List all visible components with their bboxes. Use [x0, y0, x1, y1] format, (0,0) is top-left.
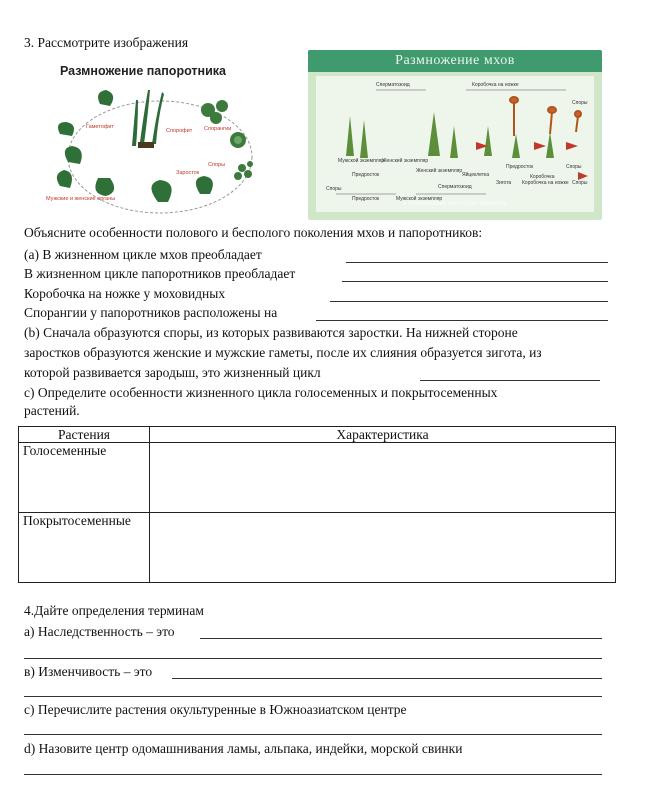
- fern-label-sporangia: Спорангии: [204, 126, 232, 132]
- moss-label-5: Предросток: [506, 164, 534, 170]
- fern-label-gametophyte: Гаметофит: [86, 124, 115, 130]
- answer-line-q4c[interactable]: [24, 734, 602, 735]
- moss-capsule-icon: [510, 97, 581, 136]
- answer-line-q4v[interactable]: [172, 678, 602, 679]
- table-cell-plant: Голосеменные: [19, 443, 150, 513]
- moss-label-8: Женский экземпляр: [416, 168, 463, 174]
- q4-c-text: с) Перечислите растения окультуренные в Южноазиатском центре: [24, 702, 407, 717]
- fern-cycle-diagram: [40, 82, 286, 220]
- answer-line-q4v-2[interactable]: [24, 696, 602, 697]
- fern-figure-title: Размножение папоротника: [60, 64, 226, 78]
- fern-label-sporophyte: Спорофит: [166, 128, 193, 134]
- explain-prompt: Объясните особенности полового и бесполого поколения мхов и папоротников:: [24, 225, 483, 240]
- q4-d-text: d) Назовите центр одомашнивания ламы, альпака, индейки, морской свинки: [24, 741, 463, 756]
- moss-figure-title: Размножение мхов: [395, 53, 515, 68]
- moss-label-3: Мужской экземпляр: [338, 158, 385, 164]
- moss-label-7: Предросток: [352, 172, 380, 178]
- plants-table: [18, 426, 616, 583]
- q-a1-text: (a) В жизненном цикле мхов преобладает: [24, 247, 262, 262]
- table-row: [19, 443, 616, 513]
- q4-v-text: в) Изменчивость – это: [24, 664, 153, 679]
- fern-label-organs: Мужские и женские органы: [46, 196, 116, 202]
- moss-label-17: Сперматозоид: [438, 184, 472, 190]
- answer-line-a2[interactable]: [342, 281, 608, 282]
- moss-label-12: Коробочка на ножке: [522, 180, 569, 186]
- moss-label-0: Сперматозоид: [376, 82, 410, 88]
- answer-line-b[interactable]: [420, 380, 600, 381]
- table-cell-characteristic[interactable]: [150, 443, 616, 513]
- fern-spore-icon: [201, 100, 253, 180]
- fern-sporophyte-icon: [132, 90, 164, 148]
- question-3-heading: 3. Рассмотрите изображения: [24, 35, 189, 50]
- q-a2-text: В жизненном цикле папоротников преобладает: [24, 266, 296, 281]
- q-b-line2: заростков образуются женские и мужские гаметы, после их слияния образуется зигота, из: [24, 345, 542, 360]
- q4-a-text: а) Наследственность – это: [24, 624, 175, 639]
- table-header-plants: Растения: [19, 427, 150, 443]
- table-header-row: [19, 427, 616, 443]
- table-cell-characteristic[interactable]: [150, 513, 616, 583]
- moss-caption-text: Размножение мхов (цикл развития): [408, 201, 507, 207]
- moss-label-15: Предросток: [352, 196, 380, 202]
- moss-label-1: Коробочка на ножке: [472, 82, 519, 88]
- answer-line-q4a[interactable]: [200, 638, 602, 639]
- moss-label-10: Коробочка: [530, 174, 555, 180]
- fern-reproduction-figure: [40, 52, 286, 220]
- answer-line-a1[interactable]: [346, 262, 608, 263]
- moss-label-9: Яйцеклетка: [462, 172, 490, 178]
- moss-reproduction-figure: [308, 50, 602, 220]
- q-c-line1: c) Определите особенности жизненного цикла голосеменных и покрытосеменных: [24, 385, 498, 400]
- moss-label-11: Зигота: [496, 180, 512, 186]
- moss-label-2: Споры: [572, 100, 588, 106]
- q-b-line1: (b) Сначала образуются споры, из которых развиваются заростки. На нижней стороне: [24, 325, 518, 340]
- answer-line-q4d[interactable]: [24, 774, 602, 775]
- moss-figure-panel: [316, 76, 594, 212]
- fern-label-spores: Споры: [208, 162, 226, 168]
- moss-plant-icon: [346, 112, 554, 158]
- answer-line-a3[interactable]: [330, 301, 608, 302]
- table-header-characteristic: Характеристика: [150, 427, 616, 443]
- q-a4-text: Спорангии у папоротников расположены на: [24, 305, 278, 320]
- q-a3-text: Коробочка на ножке у моховидных: [24, 286, 226, 301]
- moss-figure-caption: ● Размножение мхов (цикл развития): [403, 201, 507, 207]
- moss-label-14: Споры: [326, 186, 342, 192]
- moss-label-6: Споры: [566, 164, 582, 170]
- moss-label-16: Мужской экземпляр: [396, 196, 443, 202]
- table-cell-plant: Покрытосеменные: [19, 513, 150, 583]
- moss-cycle-diagram: [316, 76, 594, 212]
- answer-line-a4[interactable]: [316, 320, 608, 321]
- table-row: [19, 513, 616, 583]
- q-c-line2: растений.: [24, 403, 80, 418]
- question-4-heading: 4.Дайте определения терминам: [24, 603, 204, 618]
- q-b-line3: которой развивается зародыш, это жизненный цикл: [24, 365, 321, 380]
- answer-line-q4a-2[interactable]: [24, 658, 602, 659]
- fern-label-prothallus: Заросток: [176, 170, 200, 176]
- moss-label-13: Споры: [572, 180, 588, 186]
- moss-label-4: Женский экземпляр: [382, 158, 429, 164]
